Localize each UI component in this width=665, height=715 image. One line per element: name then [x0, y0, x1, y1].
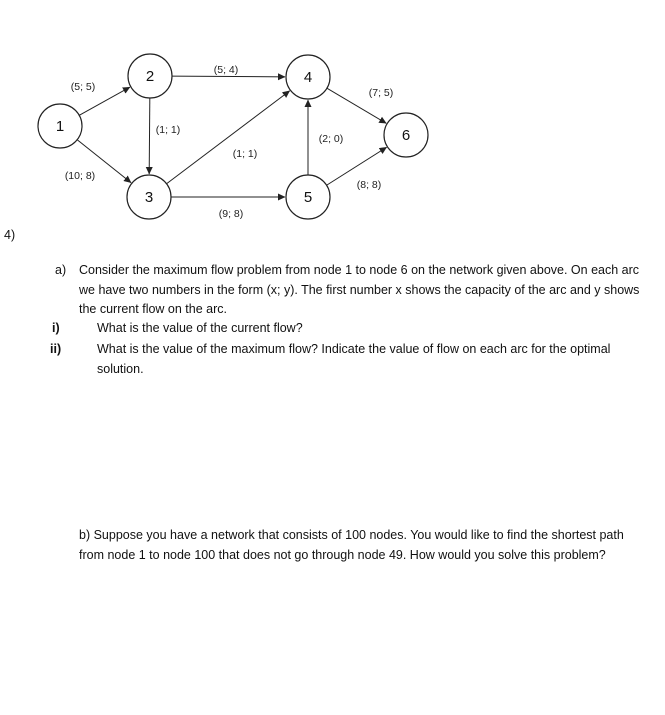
- sub-question-i: What is the value of the current flow?: [97, 321, 303, 335]
- sub-question-ii-label: ii): [50, 342, 62, 356]
- problem-number: 4): [4, 228, 16, 242]
- part-a-question: Consider the maximum flow problem from node 1 to node 6 on the network given above. On each arc we have two numbers in the form (x; y). The first number x shows the capacity of the arc and y shows the current flow on the arc.: [79, 263, 640, 316]
- sub-question-i-label: i): [52, 321, 60, 335]
- arc-label-3-5: (9; 8): [218, 208, 244, 220]
- part-a-label: a): [55, 263, 67, 277]
- node-label-2: 2: [145, 68, 155, 85]
- arc-label-2-3: (1; 1): [155, 124, 181, 136]
- arc-2-4: [172, 76, 285, 77]
- arc-label-5-4: (2; 0): [318, 133, 344, 145]
- part-b-question: b) Suppose you have a network that consists of 100 nodes. You would like to find the shortest path from node 1 to node 100 that does not go through node 49. How would you solve this problem?: [79, 528, 624, 562]
- arc-label-4-6: (7; 5): [368, 87, 394, 99]
- node-label-4: 4: [303, 69, 313, 86]
- arc-label-1-3: (10; 8): [64, 170, 96, 182]
- node-label-1: 1: [55, 118, 65, 135]
- arc-label-5-6: (8; 8): [356, 179, 382, 191]
- arc-2-3: [149, 98, 150, 174]
- arc-label-1-2: (5; 5): [70, 81, 96, 93]
- sub-question-ii: What is the value of the maximum flow? Indicate the value of flow on each arc for the optimal solution.: [97, 342, 611, 376]
- arc-label-2-4: (5; 4): [213, 64, 239, 76]
- node-label-6: 6: [401, 127, 411, 144]
- arc-3-4: [167, 91, 290, 184]
- network-diagram: [0, 0, 665, 260]
- node-label-5: 5: [303, 189, 313, 206]
- node-label-3: 3: [144, 189, 154, 206]
- arc-label-3-4: (1; 1): [232, 148, 258, 160]
